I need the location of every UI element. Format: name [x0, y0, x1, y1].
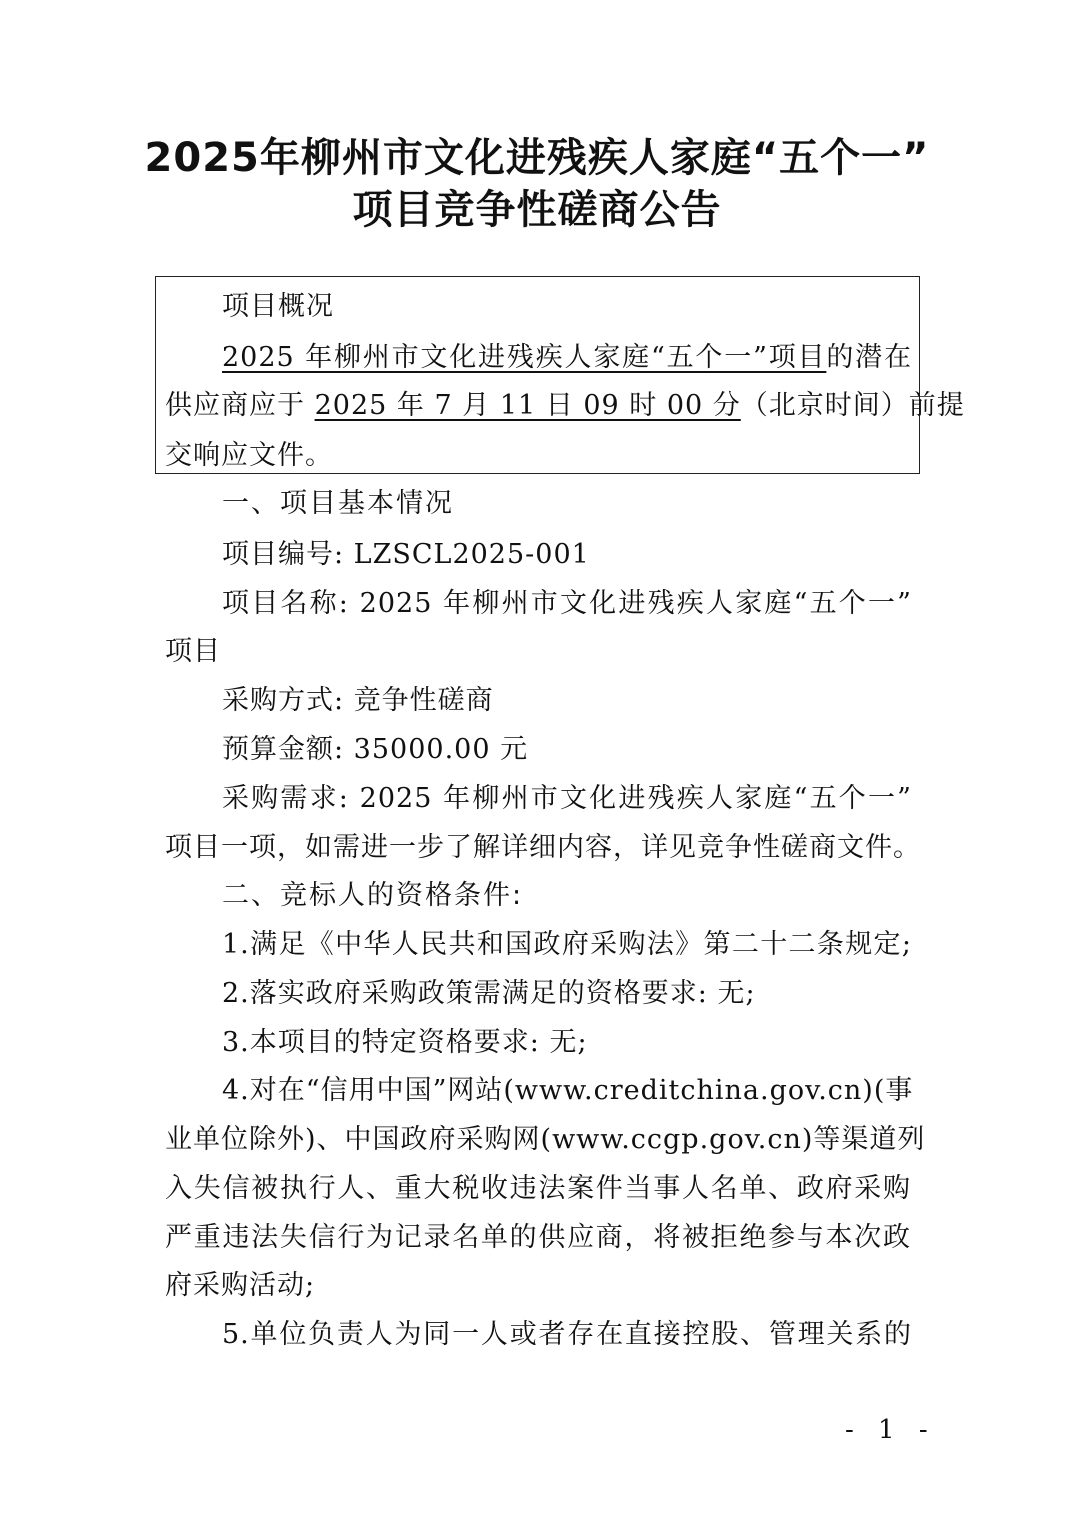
overview-line-2-prefix: 供应商应于: [165, 390, 315, 421]
overview-line-1-rest: 的潜在: [826, 342, 913, 373]
title-line-1: 2025年柳州市文化进残疾人家庭“五个一”: [144, 135, 930, 181]
overview-line-2: [165, 386, 965, 426]
qualification-item-5-line-1: 5.单位负责人为同一人或者存在直接控股、管理关系的: [222, 1319, 912, 1350]
overview-heading: 项目概况: [222, 291, 334, 322]
title-line-2: 项目竞争性磋商公告: [352, 187, 722, 233]
project-number: 项目编号: LZSCL2025-001: [222, 539, 590, 570]
overview-line-2-suffix: （北京时间）前提: [740, 390, 965, 421]
qualification-item-3: 3.本项目的特定资格要求: 无;: [222, 1027, 588, 1058]
section1-heading: 一、项目基本情况: [222, 488, 454, 519]
qualification-item-1: 1.满足《中华人民共和国政府采购法》第二十二条规定;: [222, 929, 912, 960]
qualification-item-4-line-3: 入失信被执行人、重大税收违法案件当事人名单、政府采购: [165, 1173, 911, 1204]
project-name-line-2: 项目: [165, 636, 221, 667]
procurement-demand-line-2: 项目一项，如需进一步了解详细内容，详见竞争性磋商文件。: [165, 832, 921, 863]
overview-line-3: 交响应文件。: [165, 440, 333, 471]
qualification-item-4-line-2: 业单位除外)、中国政府采购网(www.ccgp.gov.cn)等渠道列: [165, 1124, 926, 1155]
overview-line-1: [222, 338, 912, 378]
overview-project-underlined: 2025 年柳州市文化进残疾人家庭“五个一”项目: [222, 342, 827, 373]
page-number: - 1 -: [845, 1415, 936, 1445]
qualification-item-2: 2.落实政府采购政策需满足的资格要求: 无;: [222, 978, 756, 1009]
overview-deadline-underlined: 2025 年 7 月 11 日 09 时 00 分: [314, 390, 741, 421]
section2-heading: 二、竞标人的资格条件:: [222, 880, 524, 911]
procurement-method: 采购方式: 竞争性磋商: [222, 685, 494, 716]
procurement-demand-line-1: 采购需求: 2025 年柳州市文化进残疾人家庭“五个一”: [222, 783, 912, 814]
budget-amount: 预算金额: 35000.00 元: [222, 734, 529, 765]
qualification-item-4-line-5: 府采购活动;: [165, 1270, 316, 1301]
project-name-line-1: 项目名称: 2025 年柳州市文化进残疾人家庭“五个一”: [222, 588, 912, 619]
qualification-item-4-line-1: 4.对在“信用中国”网站(www.creditchina.gov.cn)(事: [222, 1075, 914, 1106]
qualification-item-4-line-4: 严重违法失信行为记录名单的供应商，将被拒绝参与本次政: [165, 1222, 911, 1253]
